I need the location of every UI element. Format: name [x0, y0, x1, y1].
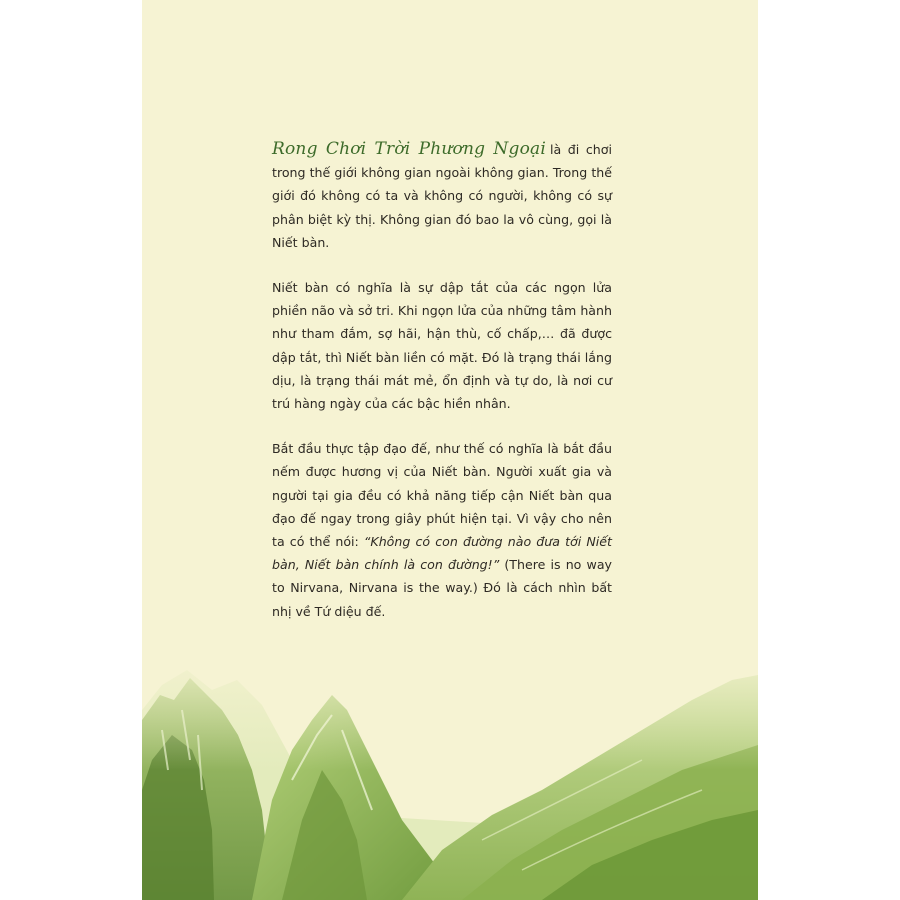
handwritten-title: Rong Chơi Trời Phương Ngoại [272, 139, 546, 159]
paragraph-1 [272, 138, 612, 254]
paragraph-3-text-before: Bắt đầu thực tập đạo đế, như thế có nghĩa là bắt đầu nếm được hương vị của Niết bàn. Người xuất gia và người tại gia đều có khả năng tiếp cận Niết bàn qua đạo đế ngay trong giây phút hiện tại. Vì vậy cho nên ta có thể nói: [272, 441, 612, 550]
paragraph-2: Niết bàn có nghĩa là sự dập tắt của các ngọn lửa phiền não và sở tri. Khi ngọn lửa của những tâm hành như tham đắm, sợ hãi, hận thù, cố chấp,… đã được dập tắt, thì Niết bàn liền có mặt. Đó là trạng thái lắng dịu, là trạng thái mát mẻ, ổn định và tự do, là nơi cư trú hàng ngày của các bậc hiền nhân. [272, 280, 612, 412]
paragraph-1-text: là đi chơi trong thế giới không gian ngoài không gian. Trong thế giới đó không có ta và không có người, không có sự phân biệt kỳ thị. Không gian đó bao la vô cùng, gọi là Niết bàn. [272, 142, 612, 250]
italic-quote: “Không có con đường nào đưa tới Niết bàn, Niết bàn chính là con đường!” [272, 534, 612, 573]
book-page [142, 0, 758, 900]
paragraph-3 [272, 437, 612, 623]
paragraph-3-text-after: (There is no way to Nirvana, Nirvana is the way.) Đó là cách nhìn bất nhị về Tứ diệu đế. [272, 557, 612, 619]
text-block [272, 138, 612, 645]
mountain-illustration [142, 640, 758, 900]
